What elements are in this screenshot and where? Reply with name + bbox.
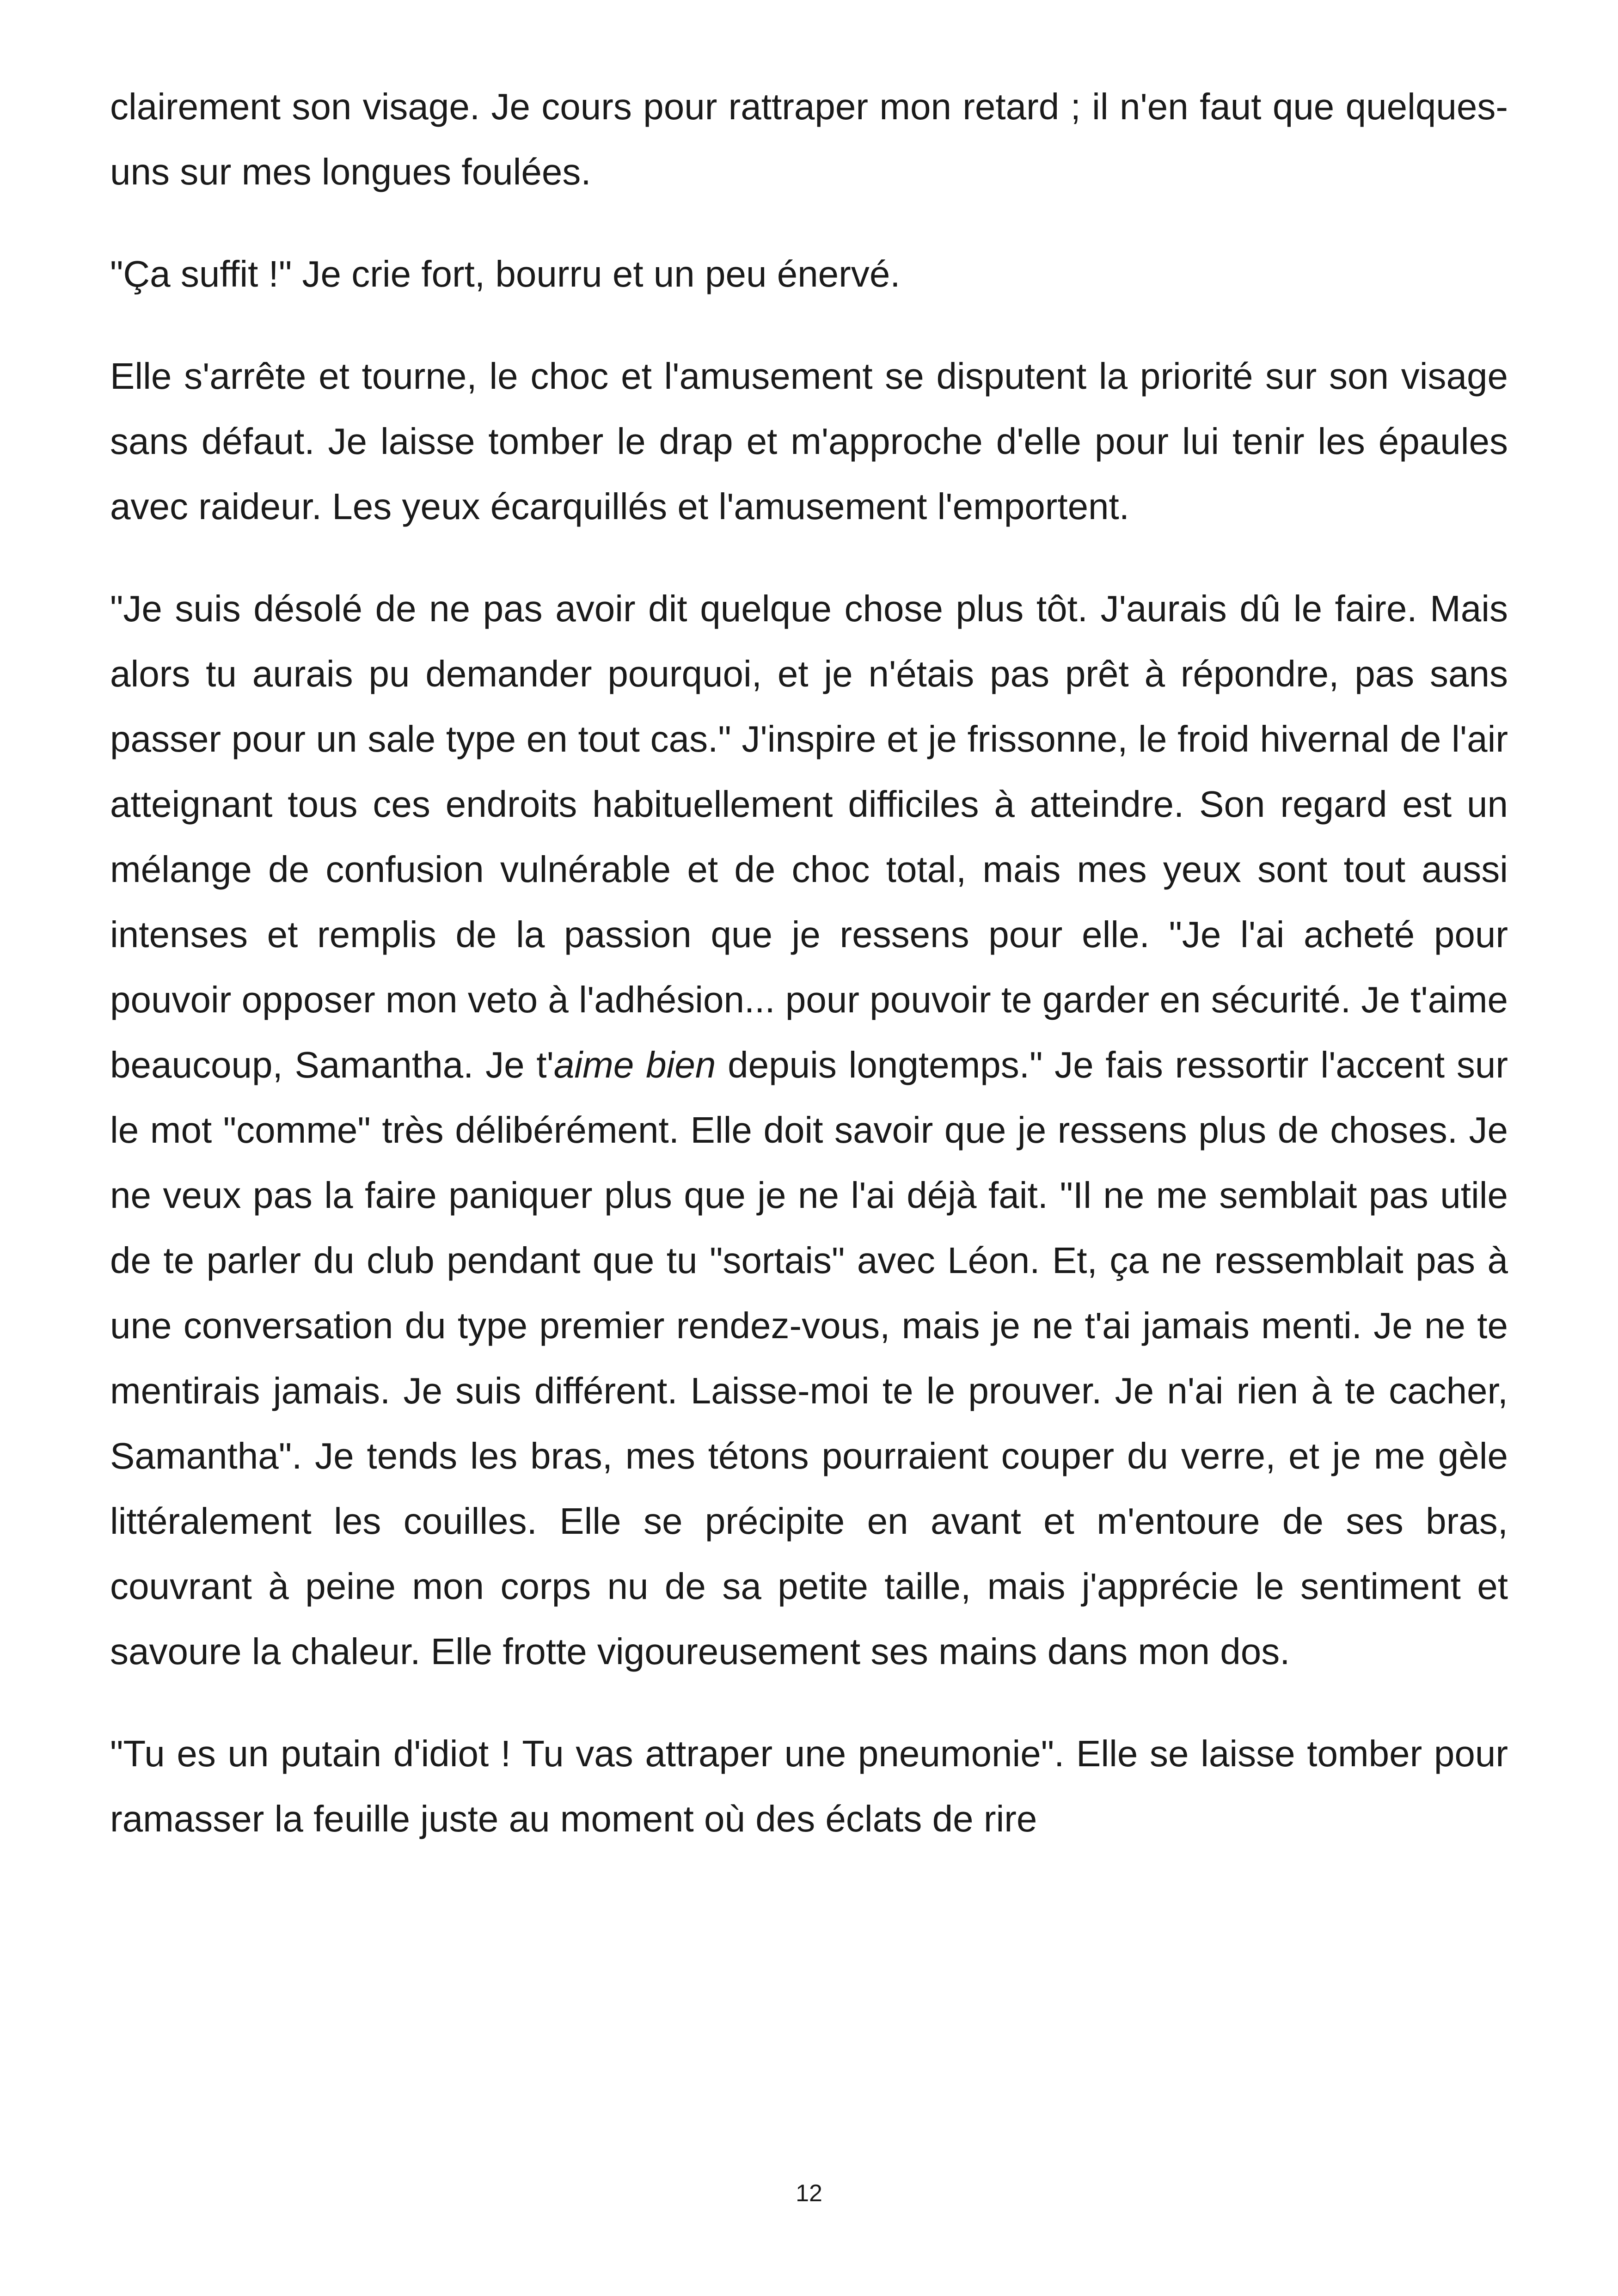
paragraph-2: "Ça suffit !" Je crie fort, bourru et un peu énervé. [110,253,901,294]
paragraph-4 [110,576,1508,1684]
paragraph-5: "Tu es un putain d'idiot ! Tu vas attraper une pneumonie". Elle se laisse tomber pour ramasser la feuille juste au moment où des éclats de rire [110,1733,1508,1839]
paragraph-4-emphasis: aime bien [553,1044,716,1085]
paragraph-4-text-before: "Je suis désolé de ne pas avoir dit quelque chose plus tôt. J'aurais dû le faire. Mais alors tu aurais pu demander pourquoi, et je n'étais pas prêt à répondre, pas sans passer pour un sale type en tout cas." J'inspire et je frissonne, le froid hivernal de l'air atteignant tous ces endroits habituellement difficiles à atteindre. Son regard est un mélange de confusion vulnérable et de choc total, mais mes yeux sont tout aussi intenses et remplis de la passion que je ressens pour elle. "Je l'ai acheté pour pouvoir opposer mon veto à l'adhésion... pour pouvoir te garder en sécurité. Je t'aime beaucoup, Samantha. Je t' [110,588,1508,1085]
paragraph-3: Elle s'arrête et tourne, le choc et l'amusement se disputent la priorité sur son visage sans défaut. Je laisse tomber le drap et m'approche d'elle pour lui tenir les épaules avec raideur. Les yeux écarquillés et l'amusement l'emportent. [110,355,1508,527]
document-body [110,74,1508,1851]
page-number: 12 [796,2180,822,2207]
paragraph-4-text-after: depuis longtemps." Je fais ressortir l'accent sur le mot "comme" très délibérément. Elle doit savoir que je ressens plus de choses. Je ne veux pas la faire paniquer plus que je ne l'ai déjà fait. "Il ne me semblait pas utile de te parler du club pendant que tu "sortais" avec Léon. Et, ça ne ressemblait pas à une conversation du type premier rendez-vous, mais je ne t'ai jamais menti. Je ne te mentirais jamais. Je suis différent. Laisse-moi te le prouver. Je n'ai rien à te cacher, Samantha". Je tends les bras, mes tétons pourraient couper du verre, et je me gèle littéralement les couilles. Elle se précipite en avant et m'entoure de ses bras, couvrant à peine mon corps nu de sa petite taille, mais j'apprécie le sentiment et savoure la chaleur. Elle frotte vigoureusement ses mains dans mon dos. [110,1044,1508,1672]
paragraph-1: clairement son visage. Je cours pour rattraper mon retard ; il n'en faut que quelques-uns sur mes longues foulées. [110,86,1508,192]
